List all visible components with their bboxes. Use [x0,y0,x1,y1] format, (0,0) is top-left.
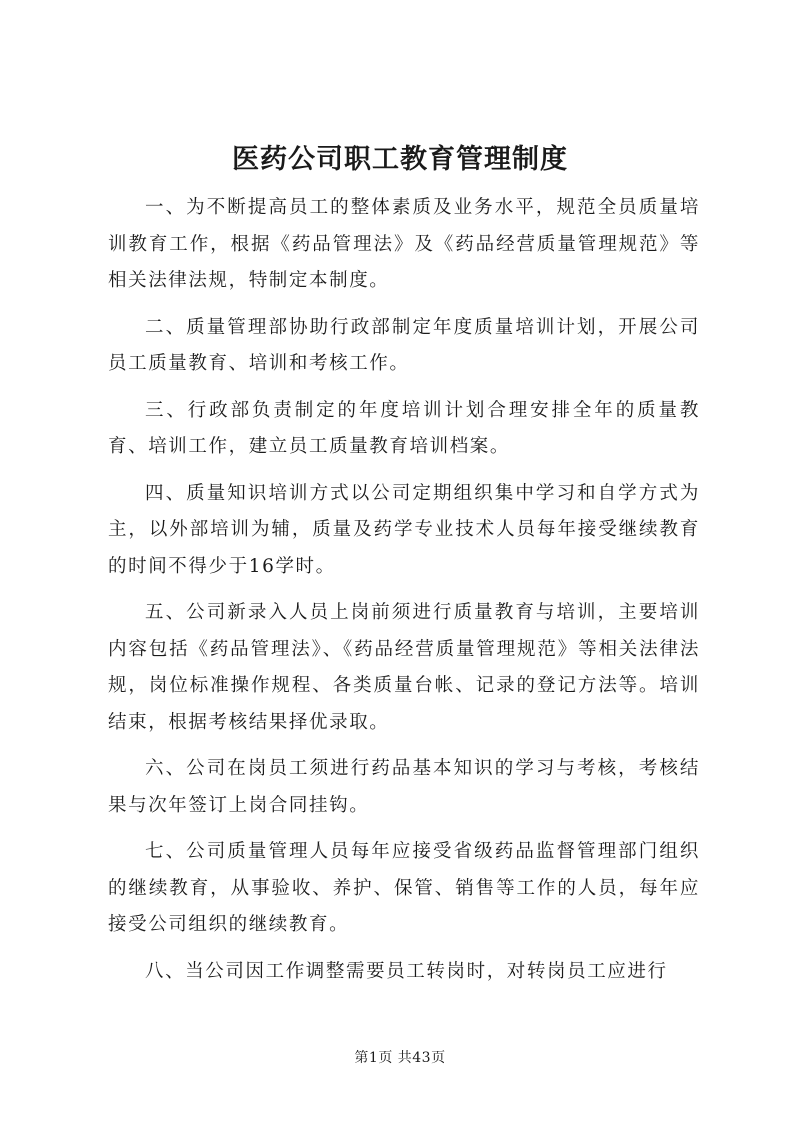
page-number-footer: 第1页 共43页 [354,1050,446,1066]
paragraph-4: 四、质量知识培训方式以公司定期组织集中学习和自学方式为主，以外部培训为辅，质量及药学专业技术人员每年接受继续教育的时间不得少于16学时。 [108,482,700,577]
paragraph-3: 三、行政部负责制定的年度培训计划合理安排全年的质量教育、培训工作，建立员工质量教育培训档案。 [108,399,700,457]
paragraph-5: 五、公司新录入人员上岗前须进行质量教育与培训，主要培训内容包括《药品管理法》、《药品经营质量管理规范》等相关法律法规，岗位标准操作规程、各类质量台帐、记录的登记方法等。培训结束，根据考核结果择优录取。 [108,602,700,733]
document-title: 医药公司职工教育管理制度 [232,144,568,175]
paragraph-2: 二、质量管理部协助行政部制定年度质量培训计划，开展公司员工质量教育、培训和考核工作。 [108,316,700,374]
paragraph-6: 六、公司在岗员工须进行药品基本知识的学习与考核，考核结果与次年签订上岗合同挂钩。 [108,758,700,816]
paragraph-7: 七、公司质量管理人员每年应接受省级药品监督管理部门组织的继续教育，从事验收、养护、保管、销售等工作的人员，每年应接受公司组织的继续教育。 [108,841,700,935]
paragraph-8: 八、当公司因工作调整需要员工转岗时，对转岗员工应进行 [145,960,668,982]
paragraph-1: 一、为不断提高员工的整体素质及业务水平，规范全员质量培训教育工作，根据《药品管理法》及《药品经营质量管理规范》等相关法律法规，特制定本制度。 [108,197,700,291]
document-body [108,190,700,1000]
